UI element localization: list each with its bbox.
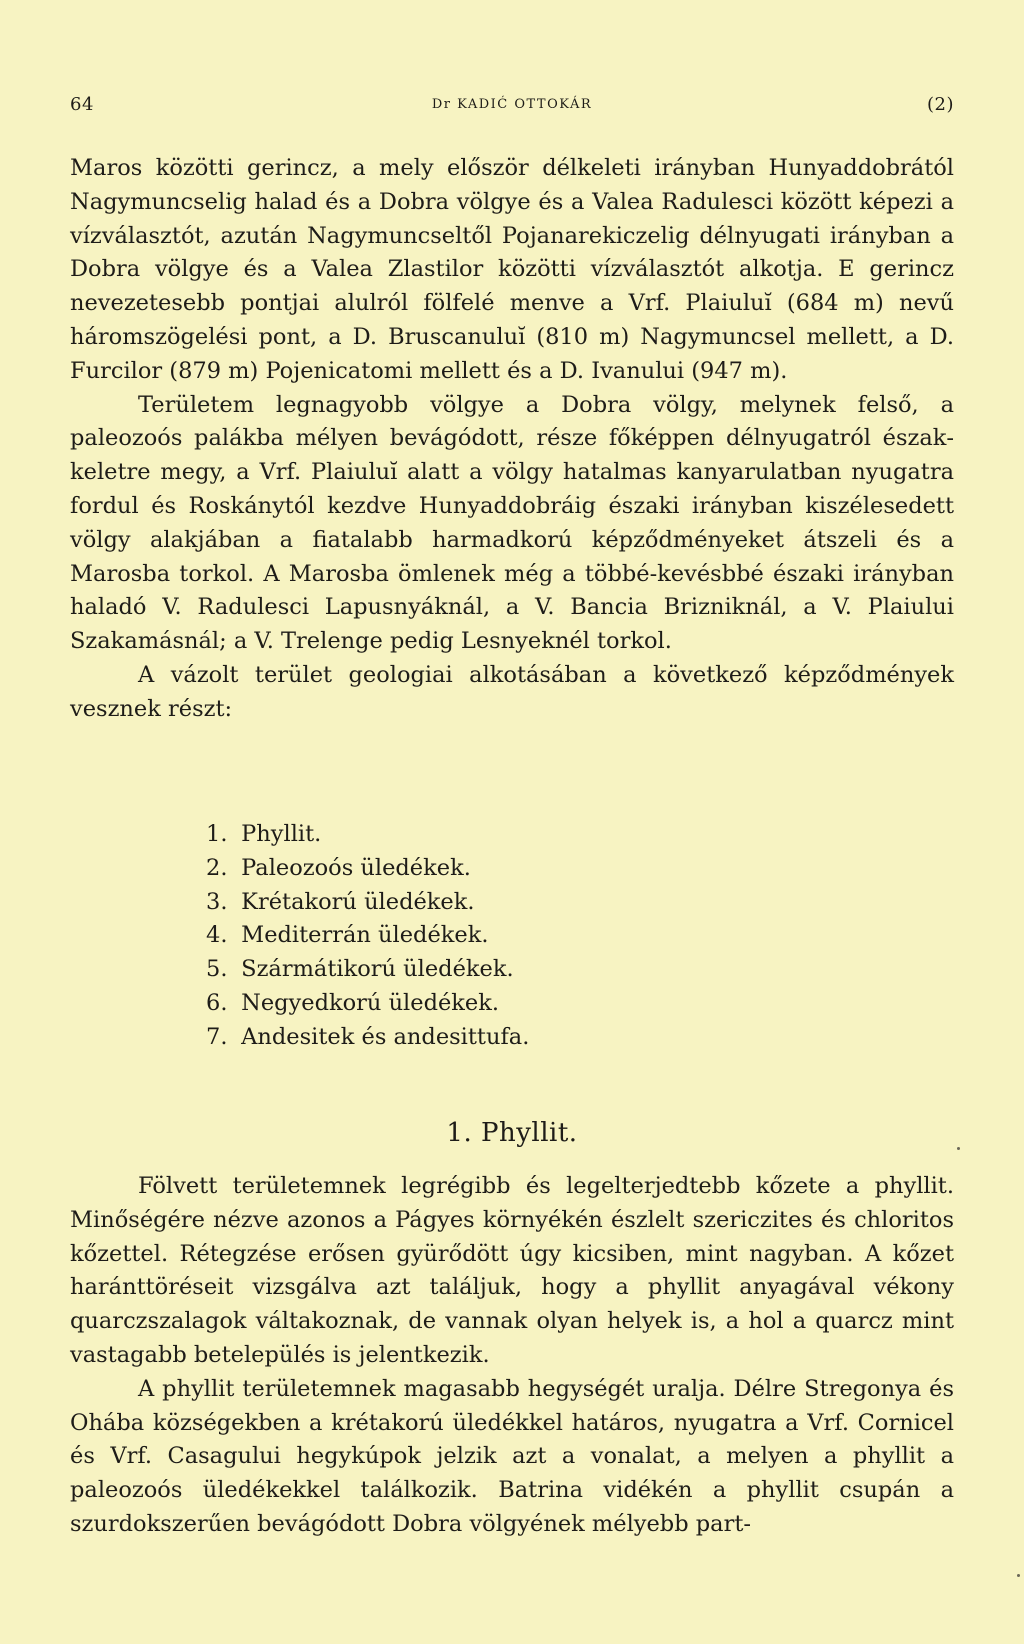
running-head-section: (2) <box>927 94 954 115</box>
body-text-bottom <box>70 1170 954 1542</box>
running-header <box>70 94 954 124</box>
list-number: 5. <box>206 956 228 983</box>
list-label: Szármátikorú üledékek. <box>241 956 514 983</box>
paper-speck <box>1017 1574 1020 1577</box>
list-number: 2. <box>206 854 228 881</box>
list-number: 1. <box>206 821 228 847</box>
list-item <box>206 886 529 920</box>
running-head-author: Dr KADIĆ OTTOKÁR <box>431 97 593 112</box>
list-item <box>206 953 529 987</box>
list-item <box>206 987 529 1021</box>
page-number: 64 <box>70 94 94 115</box>
paragraph: A phyllit területemnek magasabb hegységét uralja. Délre Stregonya és Ohába községekben a krétakorú üledékkel határos, nyugatra a Vrf. Cornicel és Vrf. Casagului hegykúpok jelzik azt a vonalat, a melyen a phyllit a paleozoós üledékekkel találkozik. Batrina vidékén a phyllit csupán a szurdokszerűen bevágódott Dobra völgyének mélyebb part- <box>70 1375 954 1537</box>
list-number: 7. <box>206 1023 228 1050</box>
list-item <box>206 1021 529 1055</box>
list-number: 6. <box>206 989 228 1016</box>
list-label: Phyllit. <box>241 821 322 847</box>
paragraph: Maros közötti gerincz, a mely először délkeleti irányban Hunyaddobrától Nagymuncselig halad és a Dobra völgye és a Valea Radulesci között képezi a vízválasztót, azután Nagymuncseltől Pojanarekiczelig délnyugati irányban a Dobra völgye és a Valea Zlastilor közötti vízválasztót alkotja. E gerincz nevezetesebb pontjai alulról fölfelé menve a Vrf. Plaiuluĭ (684 m) nevű háromszögelési pont, a D. Bruscanuluĭ (810 m) Nagymuncsel mellett, a D. Furcilor (879 m) Pojenicatomi mellett és a D. Ivanului (947 m). <box>70 155 954 384</box>
list-label: Negyedkorú üledékek. <box>241 989 500 1016</box>
list-label: Andesitek és andesittufa. <box>241 1023 530 1050</box>
list-number: 3. <box>206 888 228 915</box>
list-label: Krétakorú üledékek. <box>241 888 475 915</box>
list-number: 4. <box>206 922 228 949</box>
paper-speck <box>957 1147 960 1150</box>
paragraph: Területem legnagyobb völgye a Dobra völgy, melynek felső, a paleozoós palákba mélyen bevágódott, része főképpen délnyugatról északkeletre megy, a Vrf. Plaiuluĭ alatt a völgy hatalmas kanyarulatban nyugatra fordul és Roskánytól kezdve Hunyaddobráig északi irányban kiszélesedett völgy alakjában a fiatalabb harmadkorú képződményeket átszeli és a Marosba torkol. A Marosba ömlenek még a többé-kevésbbé északi irányban haladó V. Radulesci Lapusnyáknál, a V. Bancia Brizniknál, a V. Plaiului Szakamásnál; a V. Trelenge pedig Lesnyeknél torkol. <box>70 391 954 655</box>
list-label: Mediterrán üledékek. <box>241 922 489 949</box>
paragraph: Fölvett területemnek legrégibb és legelterjedtebb kőzete a phyllit. Minőségére nézve azonos a Págyes környékén észlelt szericzites és chloritos kőzettel. Rétegzése erősen gyürődött úgy kicsiben, mint nagyban. A kőzet haránttöréseit vizsgálva azt találjuk, hogy a phyllit anyagával vékony quarczszalagok váltakoznak, de vannak olyan helyek is, a hol a quarcz mint vastagabb betelepülés is jelentkezik. <box>70 1173 954 1368</box>
list-label: Paleozoós üledékek. <box>241 854 471 881</box>
list-item <box>206 919 529 953</box>
list-item <box>206 818 529 852</box>
section-heading: 1. Phyllit. <box>446 1118 578 1148</box>
list-item <box>206 852 529 886</box>
formations-list <box>206 818 529 1055</box>
body-text-top <box>70 152 954 727</box>
paragraph: A vázolt terület geologiai alkotásában a következő képződmények vesznek részt: <box>70 661 954 722</box>
